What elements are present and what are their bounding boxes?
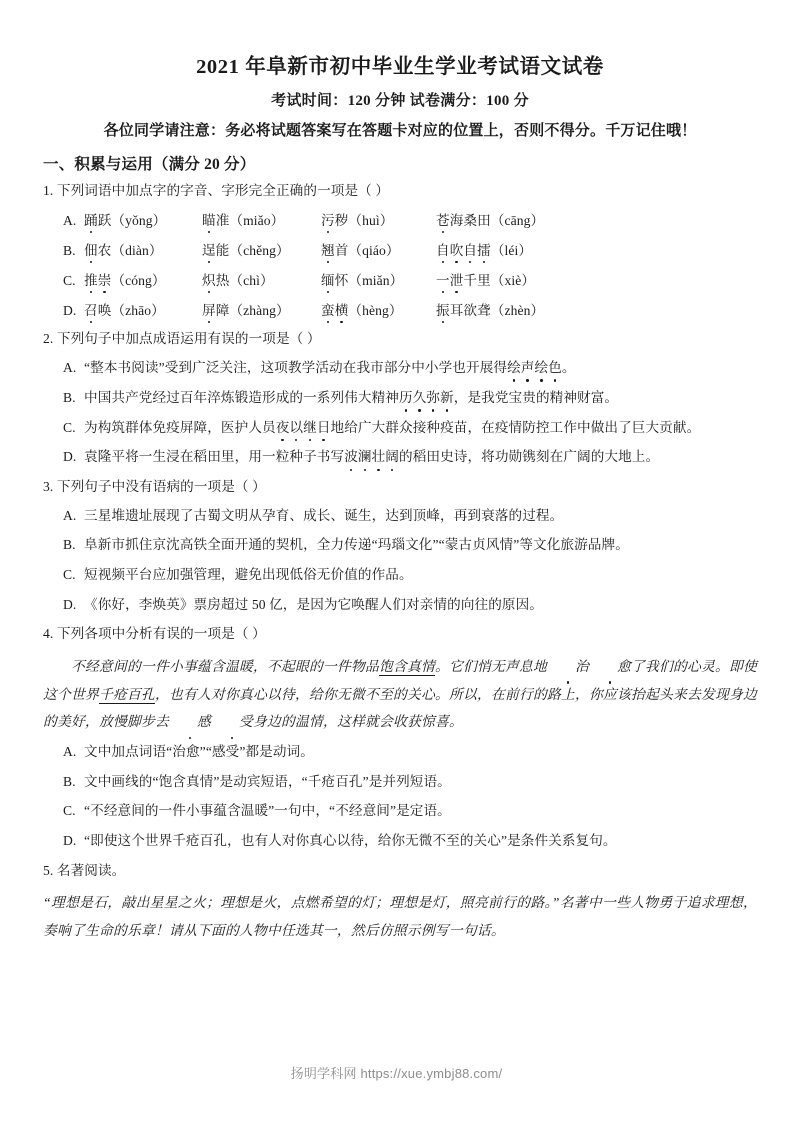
option-term: 踊跃（yǒng） — [84, 209, 202, 229]
emphasis-dot-char: 澜 — [358, 447, 372, 467]
question-5-stem: 5. 名著阅读。 — [43, 862, 126, 878]
option-term: 炽热（chì） — [202, 269, 321, 289]
question-2-options — [43, 358, 757, 467]
option-term: 推崇（cóng） — [84, 269, 202, 289]
option-label: B. — [63, 537, 76, 553]
question-2-stem: 2. 下列句子中加点成语运用有误的一项是（ ） — [43, 331, 321, 347]
option-text: 文中加点词语“治愈”“感受”都是动词。 — [84, 743, 314, 759]
option-row[interactable] — [43, 535, 757, 555]
exam-notice: 各位同学请注意：务必将试题答案写在答题卡对应的位置上，否则不得分。千万记住哦！ — [103, 122, 697, 139]
question-4-stem: 4. 下列各项中分析有误的一项是（ ） — [43, 626, 266, 642]
option-term: 苍海桑田（cāng） — [436, 209, 544, 229]
option-text: 短视频平台应加强管理，避免出现低俗无价值的作品。 — [84, 567, 413, 583]
emphasis-dot-char: 日 — [317, 418, 331, 438]
option-row[interactable] — [43, 565, 757, 585]
option-term: 翘首（qiáo） — [321, 239, 436, 259]
question-3-stem: 3. 下列句子中没有语病的一项是（ ） — [43, 478, 266, 494]
option-label: B. — [63, 243, 76, 259]
option-label: C. — [63, 419, 76, 435]
question-1-stem: 1. 下列词语中加点字的字音、字形完全正确的一项是（ ） — [43, 182, 390, 198]
option-term: 污秽（huì） — [321, 209, 436, 229]
option-row[interactable] — [43, 299, 757, 319]
option-label: A. — [63, 743, 77, 759]
emphasis-dot-char: 召 — [84, 299, 98, 319]
emphasis-dot-char: 色 — [548, 358, 562, 378]
emphasis-dot-char: 横 — [335, 299, 349, 319]
emphasis-dot-char: 炽 — [202, 269, 216, 289]
option-text: 文中画线的“饱含真情”是动宾短语，“千疮百孔”是并列短语。 — [84, 773, 451, 789]
option-row[interactable] — [43, 269, 757, 289]
option-term: 逞能（chěng） — [202, 239, 321, 259]
question-4-passage: 不经意间的一件小事蕴含温暖，不起眼的一件物品饱含真情。它们悄无声息地 治 愈了我们的心灵。即使这个世界千疮百孔，也有人对你真心以待，给你无微不至的关心。所以，在前行的路上，你应该抬起头来去发现身边的美好，放慢脚步去 感 受身边的温情，这样就会收获惊喜。 — [43, 653, 757, 736]
option-label: B. — [63, 773, 76, 789]
emphasis-dot-char: 翘 — [321, 239, 335, 259]
option-term: 召唤（zhāo） — [84, 299, 202, 319]
option-label: D. — [63, 833, 77, 849]
option-text: 《你好，李焕英》票房超过 50 亿，是因为它唤醒人们对亲情的向往的原因。 — [84, 596, 543, 612]
option-term: 屏障（zhàng） — [202, 299, 321, 319]
emphasis-dot-char: 蛮 — [321, 299, 335, 319]
emphasis-dot-char: 历 — [399, 388, 413, 408]
page-title: 2021 年阜新市初中毕业生学业考试语文试卷 — [196, 56, 604, 78]
option-row[interactable] — [43, 209, 757, 229]
option-row[interactable] — [43, 801, 757, 821]
option-row[interactable] — [43, 772, 757, 792]
emphasis-dot-char: 阔 — [385, 447, 399, 467]
emphasis-dot-char: 自 — [436, 239, 450, 259]
option-term: 蛮横（hèng） — [321, 299, 436, 319]
option-row[interactable]: D. 袁隆平将一生浸在稻田里，用一粒种子书写波澜壮阔的稻田史诗，将功勋镌刻在广阔的大地上。 — [43, 447, 757, 467]
emphasis-dot-char: 受 — [211, 708, 253, 736]
emphasis-dot-char: 苍 — [436, 209, 450, 229]
emphasis-dot-char: 治 — [547, 653, 589, 681]
emphasis-dot-char: 踊 — [84, 209, 98, 229]
emphasis-dot-char: 泄 — [450, 269, 464, 289]
option-label: A. — [63, 360, 77, 376]
option-label: C. — [63, 273, 76, 289]
question-3-options — [43, 506, 757, 615]
option-label: B. — [63, 389, 76, 405]
emphasis-dot-char: 夜 — [276, 418, 290, 438]
footer-watermark: 扬明学科网 https://xue.ymbj88.com/ — [290, 1066, 503, 1081]
emphasis-dot-char: 瞄 — [202, 209, 216, 229]
option-label: D. — [63, 449, 77, 465]
emphasis-dot-char: 吹 — [450, 239, 464, 259]
option-label: D. — [63, 596, 77, 612]
emphasis-dot-char: 绘 — [534, 358, 548, 378]
option-label: A. — [63, 507, 77, 523]
option-row[interactable] — [43, 831, 757, 851]
option-term: 振耳欲聋（zhèn） — [436, 299, 544, 319]
option-text: 三星堆遗址展现了古蜀文明从孕育、成长、诞生，达到顶峰，再到衰落的过程。 — [84, 507, 564, 523]
option-row[interactable] — [43, 239, 757, 259]
option-term: 缅怀（miǎn） — [321, 269, 436, 289]
emphasis-dot-char: 波 — [344, 447, 358, 467]
emphasis-dot-char: 声 — [521, 358, 535, 378]
emphasis-dot-char: 久 — [413, 388, 427, 408]
emphasis-dot-char: 弥 — [426, 388, 440, 408]
emphasis-dot-char: 推 — [84, 269, 98, 289]
option-row[interactable] — [43, 506, 757, 526]
underlined-phrase: 饱含真情 — [378, 659, 435, 675]
emphasis-dot-char: 一 — [436, 269, 450, 289]
emphasis-dot-char: 以 — [289, 418, 303, 438]
question-4-options — [43, 742, 757, 851]
emphasis-dot-char: 壮 — [372, 447, 386, 467]
emphasis-dot-char: 崇 — [98, 269, 112, 289]
option-row[interactable]: C. 为构筑群体免疫屏障，医护人员夜以继日地给广大群众接种疫苗，在疫情防控工作中做出了巨大贡献。 — [43, 418, 757, 438]
option-row[interactable] — [43, 595, 757, 615]
emphasis-dot-char: 屏 — [202, 299, 216, 319]
option-label: A. — [63, 213, 77, 229]
option-term: 瞄准（miǎo） — [202, 209, 321, 229]
option-term: 自吹自擂（léi） — [436, 239, 532, 259]
option-text: “即使这个世界千疮百孔，也有人对你真心以待，给你无微不至的关心”是条件关系复句。 — [84, 833, 617, 849]
emphasis-dot-char: 自 — [463, 239, 477, 259]
option-text: 阜新市抓住京沈高铁全面开通的契机，全力传递“玛瑙文化”“蒙古贞风情”等文化旅游品牌。 — [84, 537, 629, 553]
emphasis-dot-char: 佃 — [84, 239, 98, 259]
emphasis-dot-char: 振 — [436, 299, 450, 319]
option-label: C. — [63, 567, 76, 583]
emphasis-dot-char: 擂 — [477, 239, 491, 259]
option-row[interactable] — [43, 742, 757, 762]
underlined-phrase: 千疮百孔 — [99, 686, 155, 702]
option-row[interactable]: B. 中国共产党经过百年淬炼锻造形成的一系列伟大精神历久弥新，是我党宝贵的精神财富。 — [43, 388, 757, 408]
question-5-body: “理想是石，敲出星星之火；理想是火，点燃希望的灯；理想是灯，照亮前行的路。”名著中一些人物勇于追求理想，奏响了生命的乐章！请从下面的人物中任选其一，然后仿照示例写一句话。 — [43, 895, 757, 939]
emphasis-dot-char: 绘 — [507, 358, 521, 378]
option-label: C. — [63, 803, 76, 819]
option-term: 佃农（diàn） — [84, 239, 202, 259]
emphasis-dot-char: 愈 — [589, 653, 631, 681]
emphasis-dot-char: 污 — [321, 209, 335, 229]
emphasis-dot-char: 逞 — [202, 239, 216, 259]
exam-meta-line: 考试时间：120 分钟 试卷满分：100 分 — [271, 92, 529, 109]
option-term: 一泄千里（xiè） — [436, 269, 535, 289]
option-row[interactable]: A. “整本书阅读”受到广泛关注，这项教学活动在我市部分中小学也开展得绘声绘色。 — [43, 358, 757, 378]
section-heading-1: 一、积累与运用（满分 20 分） — [43, 155, 256, 173]
emphasis-dot-char: 继 — [303, 418, 317, 438]
question-1-options — [43, 209, 757, 319]
emphasis-dot-char: 新 — [440, 388, 454, 408]
option-text: “不经意间的一件小事蕴含温暖”一句中，“不经意间”是定语。 — [84, 803, 451, 819]
emphasis-dot-char: 感 — [169, 708, 211, 736]
emphasis-dot-char: 缅 — [321, 269, 335, 289]
option-label: D. — [63, 303, 77, 319]
